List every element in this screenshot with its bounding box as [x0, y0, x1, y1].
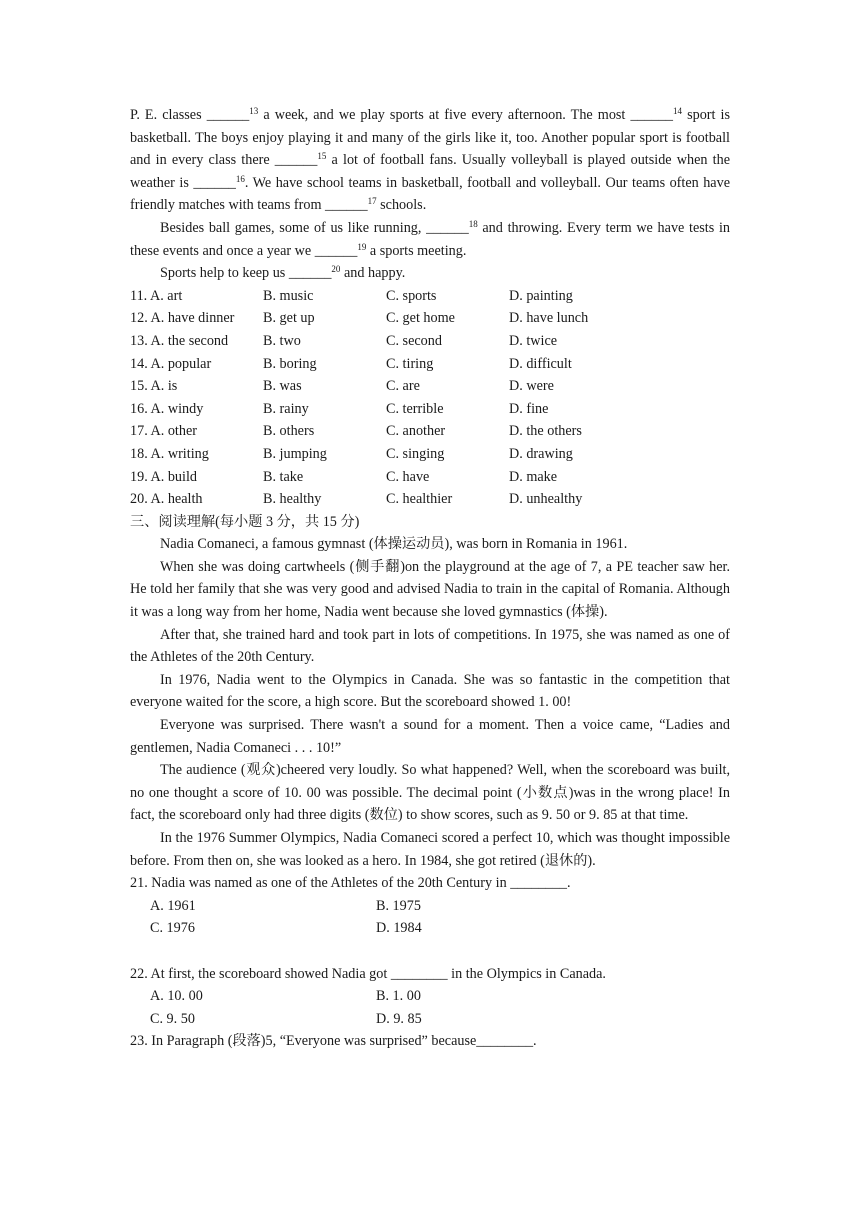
text-run: a week, and we play sports at five every afternoon. The most ______	[258, 107, 674, 123]
answer-option: B. 1. 00	[376, 988, 421, 1005]
cloze-paragraph-1	[130, 104, 730, 217]
question-23: 23. In Paragraph (段落)5, “Everyone was surprised” because________.	[130, 1033, 537, 1050]
blank-number: 13	[249, 106, 259, 116]
spacer	[130, 940, 730, 963]
answer-option: A. 1961	[150, 897, 196, 914]
answer-option: B. 1975	[376, 897, 421, 914]
text-run: and happy.	[340, 265, 406, 282]
cloze-paragraph-3	[130, 262, 730, 285]
reading-paragraph: In the 1976 Summer Olympics, Nadia Comaneci scored a perfect 10, which was thought impossible before. From then on, she was looked as a hero. In 1984, she got retired (退休的).	[130, 830, 730, 869]
answer-row	[130, 985, 730, 1008]
reading-paragraph: Nadia Comaneci, a famous gymnast (体操运动员), was born in Romania in 1961.	[160, 536, 628, 553]
question-21: 21. Nadia was named as one of the Athletes of the 20th Century in ________.	[130, 875, 571, 892]
exam-page	[130, 104, 730, 1053]
text-run: Besides ball games, some of us like running, ______	[160, 219, 469, 236]
option-row: 14. A. popular B. boring C. tiring D. difficult	[130, 355, 572, 372]
text-run: . We have school teams in basketball, football and volleyball. Our teams often have friendly matches with teams from ______	[130, 174, 730, 214]
option-row: 16. A. windy B. rainy C. terrible D. fine	[130, 400, 549, 417]
option-row: 15. A. is B. was C. are D. were	[130, 378, 554, 395]
text-run: Sports help to keep us ______	[160, 265, 332, 282]
option-row: 18. A. writing B. jumping C. singing D. drawing	[130, 445, 573, 462]
option-row: 19. A. build B. take C. have D. make	[130, 468, 558, 485]
answer-option: D. 9. 85	[376, 1010, 422, 1027]
section-heading: 三、阅读理解(每小题 3 分，共 15 分)	[130, 513, 360, 530]
blank-number: 18	[468, 218, 478, 229]
reading-paragraph: In 1976, Nadia went to the Olympics in Canada. She was so fantastic in the competition that everyone waited for the score, a high score. But the scoreboard showed 1. 00!	[130, 671, 730, 711]
option-row: 13. A. the second B. two C. second D. twice	[130, 332, 558, 349]
text-run: a lot of football fans. Usually volleyball is played outside when the weather is ______	[130, 152, 730, 191]
reading-paragraph: The audience (观众)cheered very loudly. So what happened? Well, when the scoreboard was built, no one thought a score of 10. 00 was possible. The decimal point (小数点)was in the wrong place! In fact, the scoreboard only had three digits (数位) to show scores, such as 9. 50 or 9. 85 at that time.	[130, 762, 730, 824]
cloze-options	[130, 285, 730, 511]
reading-paragraph: After that, she trained hard and took part in lots of competitions. In 1975, she was named as one of the Athletes of the 20th Century.	[130, 626, 730, 666]
answer-option: A. 10. 00	[150, 988, 203, 1005]
answer-option: D. 1984	[376, 920, 422, 937]
text-run: sport is basketball. The boys enjoy playing it and many of the girls like it, too. Another popular sport is football and in every class there ______	[130, 107, 730, 169]
answer-option: C. 1976	[150, 920, 195, 937]
text-run: schools.	[376, 197, 427, 214]
option-row: 11. A. art B. music C. sports D. painting	[130, 287, 573, 304]
option-row: 12. A. have dinner B. get up C. get home D. have lunch	[130, 310, 589, 327]
reading-paragraph: Everyone was surprised. There wasn't a sound for a moment. Then a voice came, “Ladies and gentlemen, Nadia Comaneci . . . 10!”	[130, 717, 730, 756]
answer-row	[130, 1008, 730, 1031]
option-row: 20. A. health B. healthy C. healthier D. unhealthy	[130, 491, 583, 508]
question-22: 22. At first, the scoreboard showed Nadia got ________ in the Olympics in Canada.	[130, 965, 606, 982]
text-run: a sports meeting.	[366, 242, 467, 259]
cloze-paragraph-2	[130, 217, 730, 262]
option-row: 17. A. other B. others C. another D. the others	[130, 423, 582, 440]
blank-number: 14	[673, 106, 683, 116]
answer-row	[130, 917, 730, 940]
reading-paragraph: When she was doing cartwheels (侧手翻)on the playground at the age of 7, a PE teacher saw her. He told her family that she was very good and advised Nadia to train in the capital of Romania. Although it was a long way from her home, Nadia went because she loved gymnastics (体操).	[130, 558, 730, 621]
blank-number: 16	[235, 173, 245, 184]
blank-number: 15	[317, 151, 327, 162]
answer-row	[130, 895, 730, 918]
text-run: P. E. classes ______	[130, 107, 250, 123]
blank-number: 17	[367, 196, 377, 207]
text-run: and throwing. Every term we have tests in these events and once a year we ______	[130, 219, 730, 259]
blank-number: 19	[357, 241, 367, 252]
blank-number: 20	[331, 264, 341, 275]
answer-option: C. 9. 50	[150, 1010, 195, 1027]
